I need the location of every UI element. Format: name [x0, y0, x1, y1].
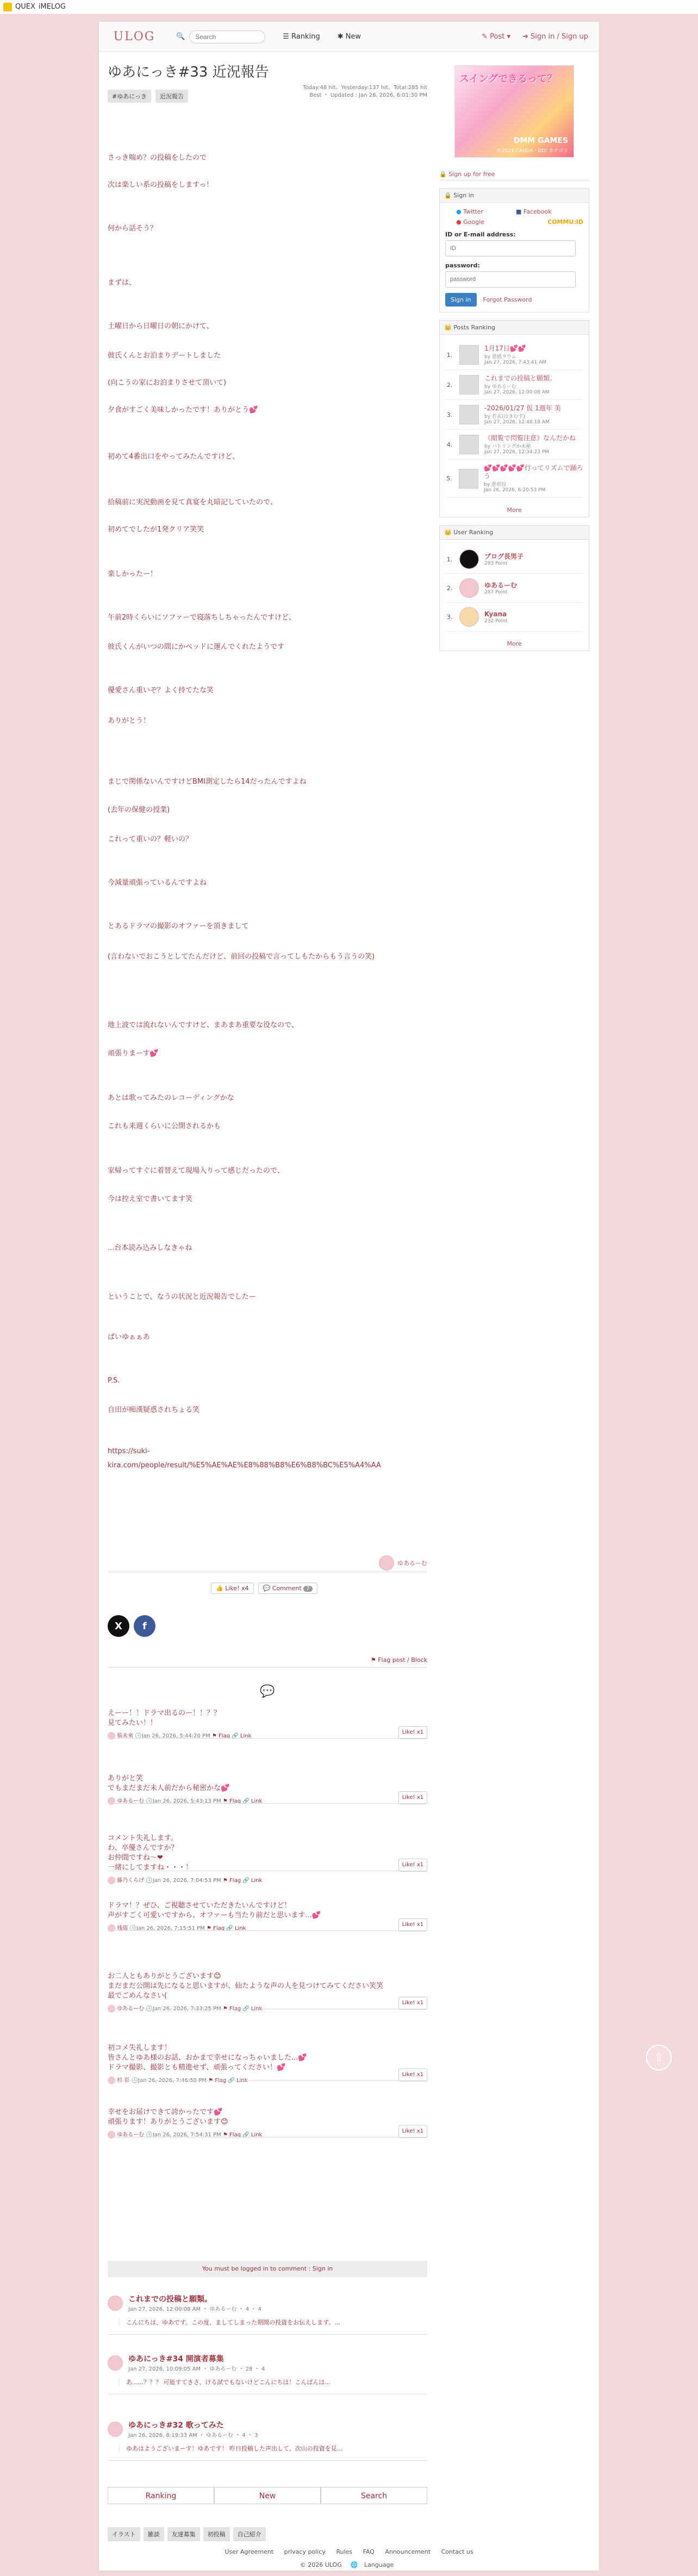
comment-text: ありがと笑 でもまだまだ未人前だから秘密かな💕: [108, 1774, 230, 1792]
user-ranking-item[interactable]: [445, 574, 583, 603]
post-line: 地上波では流れないんですけど、まあまあ重要な役なので、: [108, 1021, 298, 1029]
ranking-item[interactable]: [445, 370, 583, 400]
category-tag[interactable]: 雑談: [144, 2527, 164, 2541]
user-points: 232 Point: [484, 618, 508, 624]
commune-logo[interactable]: COMMU:ID: [547, 218, 583, 226]
social-row: [456, 208, 583, 215]
search-icon[interactable]: 🔍: [176, 33, 185, 41]
rank-number: 1.: [446, 351, 453, 359]
site-logo[interactable]: ULOG: [113, 30, 155, 43]
google-label: Google: [463, 218, 484, 226]
rank-number: 2.: [446, 584, 453, 592]
post-line: これも来週くらいに公開されるかも: [108, 1122, 221, 1130]
post-thumbnail: [459, 375, 479, 395]
comment-user[interactable]: ゆあるーむ: [117, 1798, 145, 1804]
comment-date: Jan 26, 2026, 5:44:20 PM: [141, 1733, 210, 1739]
post-line[interactable]: https://suki-: [108, 1447, 150, 1455]
user-name[interactable]: ブログ長男子: [484, 552, 524, 560]
link-link[interactable]: 🔗 Link: [242, 1798, 263, 1804]
avatar: [459, 549, 479, 569]
user-ranking-item[interactable]: [445, 603, 583, 632]
post-line: 夕食がすごく美味しかったです！ありがとう💕: [108, 406, 258, 414]
rank-number: 1.: [446, 555, 453, 563]
rank-title[interactable]: 💕💕💕💕💕行ってリズムで踊ろう: [484, 464, 583, 480]
comment-user[interactable]: 杉 彩: [117, 2078, 130, 2084]
post-line: ということで、なうの状況と近況報告でしたー: [108, 1293, 256, 1301]
rank-number: 5.: [446, 475, 452, 482]
divider: [108, 1803, 427, 1804]
signin-body: [440, 203, 589, 312]
flag-link[interactable]: ⚑ Flag: [208, 2078, 227, 2084]
bottom-search[interactable]: Search: [321, 2487, 427, 2504]
footer-link[interactable]: User Agreement: [225, 2548, 274, 2555]
nav-ranking[interactable]: ☰ Ranking: [283, 33, 320, 41]
category-tag[interactable]: 友達募集: [167, 2527, 200, 2541]
banner-sub: ©2024 CANDA・DD/ カテゴリ: [496, 148, 568, 154]
post-line[interactable]: kira.com/people/result/%E5%AE%AE%E8%88%B8%E6%B8%BC%E5%A4%AA: [108, 1461, 381, 1470]
link-link[interactable]: 🔗 Link: [226, 1925, 246, 1931]
rank-date: Jan 27, 2026, 12:48:18 AM: [484, 420, 550, 425]
post-line: 楽しかったー！: [108, 570, 158, 578]
post-thumbnail: [459, 345, 479, 365]
post-line: (向こうの家にお泊まりさせて頂いて): [108, 379, 227, 387]
comment-count: 7: [303, 1586, 312, 1592]
rank-title[interactable]: これまでの投稿と願類。: [484, 374, 557, 382]
rank-author: by 悪初包: [484, 482, 506, 487]
top-nav: [99, 22, 599, 52]
post-line: 今減量頑張っているんですよね: [108, 879, 207, 887]
user-points: 287 Point: [484, 589, 508, 595]
post-stats: Today:48 hit、Yesterday:137 hit、Total:285 hit: [302, 85, 427, 91]
post-author[interactable]: [379, 1555, 427, 1571]
divider: [108, 2460, 427, 2461]
comments-icon: 💬: [260, 1685, 275, 1698]
login-to-comment[interactable]: You must be logged in to comment : Sign in: [108, 2261, 427, 2277]
flag-post-link[interactable]: ⚑ Flag post / Block: [370, 1656, 427, 1664]
ad-banner[interactable]: [454, 65, 574, 158]
clock-icon: 🕓: [146, 1798, 153, 1804]
category-tag[interactable]: イラスト: [108, 2527, 140, 2541]
users-more[interactable]: More: [507, 640, 522, 647]
comment-user[interactable]: 悩未來: [117, 1733, 134, 1739]
flag-link[interactable]: ⚑ Flag: [222, 1798, 241, 1804]
signin-box: [439, 188, 589, 312]
posts-ranking-title-text: Posts Ranking: [453, 324, 495, 331]
post-line: (言わないでおこうとしてたんだけど、前回の投稿で言ってしもたからもう言うの笑): [108, 953, 375, 961]
related-excerpt: こんにちは、ゆあです。この度、ましてしまった期間の投資をお伝えします。...: [119, 2318, 427, 2327]
signin-actions: [445, 293, 583, 307]
post-thumbnail: [459, 435, 479, 454]
footer-link[interactable]: Announcement: [385, 2548, 431, 2555]
footer-links: [99, 2546, 599, 2559]
post-line: とあるドラマの撮影のオファーを頂きまして: [108, 922, 249, 930]
user-name[interactable]: ゆあるーむ: [484, 581, 518, 589]
user-info: [484, 582, 517, 595]
scroll-top-button[interactable]: [646, 2044, 672, 2071]
flag-link[interactable]: ⚑ Flag: [206, 1925, 225, 1931]
flag-link[interactable]: ⚑ Flag: [222, 2132, 241, 2138]
signup-link[interactable]: 🔒 Sign up for free: [439, 168, 589, 180]
facebook-share-icon[interactable]: f: [134, 1615, 155, 1637]
clock-icon: 🕓: [146, 2132, 153, 2138]
browser-brand: QUEX: [15, 3, 35, 11]
comment-user[interactable]: ゆあるーむ: [117, 2006, 145, 2012]
divider: [108, 1738, 427, 1739]
twitter-label: Twitter: [463, 208, 483, 215]
avatar: [459, 578, 479, 598]
clock-icon: 🕓: [131, 2078, 139, 2084]
signin-label: Sign in / Sign up: [531, 33, 588, 41]
signin-button[interactable]: Sign in: [445, 293, 477, 307]
twitter-login[interactable]: [456, 208, 483, 215]
post-author-name: ゆあるーむ: [397, 1560, 427, 1567]
divider: [108, 2334, 427, 2335]
x-share-icon[interactable]: X: [108, 1615, 129, 1637]
comment-meta: [108, 2076, 427, 2086]
user-ranking-item[interactable]: [445, 545, 583, 574]
copyright: © 2026 ULOG: [300, 2561, 342, 2568]
comment-item: [108, 1972, 427, 2014]
comment-text: 幸せをお届けできて誇かったです💕 頑張ります！ありがとうございます😊: [108, 2108, 228, 2126]
avatar: [108, 2422, 123, 2437]
signin-title-text: Sign in: [453, 192, 474, 199]
post-line: 土曜日から日曜日の朝にかけて、: [108, 322, 214, 330]
search-input[interactable]: [189, 30, 265, 43]
comment-button[interactable]: 💬 Comment 7: [258, 1583, 317, 1594]
flag-link[interactable]: ⚑ Flag: [222, 2006, 241, 2012]
comment-user[interactable]: 藤乃くらげ: [117, 1878, 145, 1884]
nav-right: [482, 33, 588, 41]
link-link[interactable]: 🔗 Link: [242, 2006, 263, 2012]
rank-info: [484, 464, 583, 493]
language-label: Language: [364, 2561, 394, 2568]
related-post[interactable]: [108, 2353, 427, 2394]
rank-info: [484, 345, 546, 365]
comment-like-button[interactable]: Like! x1: [398, 2068, 427, 2081]
bottom-new[interactable]: New: [214, 2487, 321, 2504]
avatar: [379, 1555, 394, 1571]
post-line: ばいゆぁぁあ: [108, 1333, 150, 1341]
post-thumbnail: [459, 469, 478, 489]
comment-user[interactable]: ゆあるーむ: [117, 2132, 145, 2138]
browser-bar: [0, 0, 698, 14]
comment-user[interactable]: 残瑞: [117, 1925, 128, 1931]
user-ranking-title-text: User Ranking: [453, 529, 494, 536]
comment-item: [108, 2108, 427, 2140]
post-line: 初めて4番出口をやってみたんですけど、: [108, 453, 240, 461]
related-title-wrap: [128, 2419, 258, 2439]
posts-ranking-title: 👑 Posts Ranking: [440, 321, 589, 335]
password-field[interactable]: [445, 271, 576, 287]
posts-more[interactable]: More: [507, 507, 522, 514]
posts-ranking: [439, 320, 589, 517]
arrow-up-icon: ⇧: [653, 2050, 664, 2065]
user-info: [484, 553, 524, 566]
user-ranking: [439, 525, 589, 651]
ranking-item[interactable]: [445, 430, 583, 460]
post-line: これって重いの？軽いの？: [108, 835, 193, 843]
related-post[interactable]: [108, 2293, 427, 2335]
flag-label: Flag post / Block: [378, 1656, 427, 1664]
post-line: 家帰ってすぐに着替えて現場入りって感じだったので、: [108, 1167, 284, 1175]
flag-link[interactable]: ⚑ Flag: [222, 1878, 241, 1884]
footer: [99, 2546, 599, 2572]
user-points: 293 Point: [484, 560, 508, 566]
related-head: [108, 2353, 427, 2372]
comment-like-button[interactable]: Like! x1: [398, 1997, 427, 2010]
post-actions: [211, 1583, 317, 1594]
comment-date: Jan 26, 2026, 5:43:13 PM: [152, 1798, 221, 1804]
rank-number: 3.: [446, 411, 453, 418]
comment-like-button[interactable]: Like! x1: [398, 1791, 427, 1804]
clock-icon: 🕓: [146, 2006, 153, 2012]
comment-text: コメント失礼します。 わ、卒優さんですか？ お仲間ですね〜❤ 一緒にしてますね・・・！: [108, 1834, 193, 1872]
comment-date: Jan 26, 2026, 7:15:51 PM: [136, 1925, 205, 1931]
post-line: 頑張りまーす💕: [108, 1049, 159, 1058]
category-tags: [108, 2527, 266, 2541]
social-row-2: [456, 218, 583, 226]
ranking-item[interactable]: [445, 340, 583, 370]
rank-number: 3.: [446, 613, 453, 621]
nav-new-label: New: [345, 33, 361, 41]
posts-ranking-list: [440, 335, 589, 503]
footer-link[interactable]: privacy policy: [284, 2548, 326, 2555]
user-name[interactable]: Kyana: [484, 610, 507, 618]
bottom-nav: [108, 2487, 427, 2504]
flag-link[interactable]: ⚑ Flag: [211, 1733, 230, 1739]
user-ranking-title: 👑 User Ranking: [440, 526, 589, 540]
post-line: 彼氏くんがいつの間にかベッドに運んでくれたようです: [108, 643, 285, 651]
id-field[interactable]: [445, 240, 576, 257]
rank-info: [484, 374, 556, 395]
banner-title: スイングできるって？: [459, 73, 557, 85]
post-line: 彼氏くんとお泊まりデートしました: [108, 352, 221, 360]
rank-title[interactable]: -2026/01/27 仮 1週年 美: [484, 404, 561, 412]
comment-date: Jan 26, 2026, 7:54:31 PM: [152, 2132, 221, 2138]
rank-number: 4.: [446, 441, 453, 448]
google-icon: ●: [456, 218, 462, 226]
divider: [108, 1667, 427, 1668]
facebook-label: Facebook: [523, 208, 552, 215]
clock-icon: 🕓: [129, 1925, 136, 1931]
comment-meta: [108, 1876, 427, 1886]
comment-item: [108, 1834, 427, 1886]
post-line: ...台本読み込みしなきゃね: [108, 1244, 192, 1252]
signin-title: 🔒 Sign in: [440, 189, 589, 203]
rank-number: 2.: [446, 381, 453, 389]
rank-info: [484, 434, 576, 455]
comment-item: [108, 1774, 427, 1806]
forgot-password-link[interactable]: Forgot Password: [483, 296, 532, 303]
link-link[interactable]: 🔗 Link: [232, 1733, 252, 1739]
related-title-wrap: [128, 2293, 261, 2312]
password-label: password:: [445, 262, 480, 269]
google-login[interactable]: [456, 218, 484, 226]
comment-like-button[interactable]: Like! x1: [398, 1726, 427, 1739]
comment-date: Jan 26, 2026, 7:33:25 PM: [152, 2006, 221, 2012]
related-meta: Jan 27, 2026, 10:09:05 AM ・ ゆあるーむ ・ 28 ・ 4: [128, 2366, 265, 2372]
post-tag[interactable]: #ゆあにっき: [108, 90, 151, 103]
comment-item: [108, 1709, 427, 1741]
related-title-wrap: [128, 2353, 265, 2372]
post-tag[interactable]: 近況報告: [155, 90, 188, 103]
post-line: 初めてでしたが1発クリア笑笑: [108, 526, 204, 534]
post-button[interactable]: ✎ Post ▾: [482, 33, 510, 41]
post-line: 拾稿前に実況動画を見て真宴を丸暗記していたので、: [108, 498, 277, 507]
nav-ranking-label: Ranking: [291, 33, 320, 41]
post-dates: Best ・ Updated : Jan 26, 2026, 6:01:30 PM: [309, 92, 427, 98]
rank-date: Jan 27, 2026, 12:34:23 PM: [484, 449, 550, 455]
rank-author: by ゆあるーむ: [484, 384, 516, 390]
ranking-item[interactable]: [445, 460, 583, 498]
facebook-icon: ■: [515, 208, 522, 215]
comment-like-button[interactable]: Like! x1: [398, 1859, 427, 1872]
related-title[interactable]: ゆあにっき#32 歌ってみた: [128, 2421, 224, 2430]
related-excerpt: ゆあはようございまーす！ゆあです！ 昨日投稿した声出して、次山の投資を見...: [119, 2444, 427, 2453]
avatar: [108, 2355, 123, 2371]
rank-date: Jan 27, 2026, 7:43:41 AM: [484, 360, 547, 365]
link-link[interactable]: 🔗 Link: [242, 2132, 263, 2138]
comment-label: Comment: [272, 1585, 302, 1592]
rank-author: by 悪感ラウム: [484, 354, 516, 360]
rank-author: by 若玄(はまむす): [484, 414, 525, 420]
comment-meta: [108, 1731, 427, 1741]
comment-meta: [108, 1924, 427, 1934]
facebook-login[interactable]: [516, 208, 552, 215]
post-line: 優愛さん重いぞ？よく持てたな笑: [108, 686, 214, 695]
related-post[interactable]: [108, 2419, 427, 2461]
sidebar: [439, 65, 589, 651]
comment-meta: [108, 2004, 427, 2014]
divider: [108, 1930, 427, 1931]
comment-date: Jan 26, 2026, 7:04:53 PM: [152, 1878, 221, 1884]
related-head: [108, 2419, 427, 2439]
post-line: ありがとう！: [108, 717, 151, 725]
id-label: ID or E-mail address:: [445, 231, 516, 238]
footer-link[interactable]: Contact us: [441, 2548, 473, 2555]
post-line: 何から話そう？: [108, 224, 158, 233]
category-tag[interactable]: 初投稿: [203, 2527, 230, 2541]
rank-author: by バトリングか未秘: [484, 444, 531, 449]
comment-text: お二人ともありがとうございます😊 まだまだ公開は先になると思いますが、仙たような声の人を見つけてみてください笑笑 最でごめんなさい(: [108, 1972, 384, 2000]
signup-label: Sign up for free: [448, 171, 495, 178]
comment-text: えーー！！ドラマ出るのー！！？？ 見てみたい！！: [108, 1709, 221, 1727]
clock-icon: 🕓: [146, 1878, 153, 1884]
related-meta: Jan 27, 2026, 12:00:08 AM ・ ゆあるーむ ・ 4 ・ 4: [128, 2306, 261, 2312]
user-info: [484, 610, 507, 624]
share-buttons: [108, 1615, 155, 1637]
rank-date: Jan 27, 2026, 12:00:08 AM: [484, 390, 550, 395]
comment-like-button[interactable]: Like! x1: [398, 1918, 427, 1931]
post-label: Post: [490, 33, 505, 41]
signin-link[interactable]: ➜ Sign in / Sign up: [522, 33, 588, 41]
user-ranking-list: [440, 540, 589, 637]
divider: [108, 2080, 427, 2081]
comment-text: 初コメ失礼します！ 皆さんとゆあ様のお話、おかまで幸せになっちゃいました...💕 ドラマ撮影、撮影とも精進せず、頑張ってください！💕: [108, 2044, 307, 2072]
comment-meta: [108, 1797, 427, 1806]
main-content: [108, 61, 427, 2538]
footer-link[interactable]: FAQ: [363, 2548, 375, 2555]
post-title: ゆあにっき#33 近況報告: [108, 64, 269, 80]
post-line: (去年の保健の授業): [108, 806, 170, 814]
clock-icon: 🕓: [135, 1733, 142, 1739]
related-meta: Jan 26, 2026, 8:19:33 AM ・ ゆあるーむ ・ 4 ・ 3: [128, 2433, 258, 2439]
post-line: 午前2時くらいにソファーで寝落ちしちゃったんですけど、: [108, 614, 296, 622]
bottom-ranking[interactable]: Ranking: [108, 2487, 214, 2504]
post-line: 今は控え室で書いてます笑: [108, 1195, 193, 1203]
nav-new[interactable]: ✱ New: [337, 33, 361, 41]
footer-link[interactable]: Rules: [336, 2548, 353, 2555]
category-tag[interactable]: 自己紹介: [233, 2527, 266, 2541]
comment-like-button[interactable]: Like! x1: [398, 2125, 427, 2138]
post-line: まずは、: [108, 279, 136, 287]
browser-site: iMELOG: [38, 3, 66, 11]
language-link[interactable]: 🌐 Language: [350, 2561, 394, 2568]
banner-brand: DMM GAMES: [513, 136, 568, 145]
avatar: [459, 607, 479, 627]
footer-copy: [99, 2559, 599, 2572]
post-line: あとは歌ってみたのレコーディングかな: [108, 1094, 234, 1102]
post-line: さっき喘め？の投稿をしたので: [108, 154, 207, 162]
comment-item: [108, 1901, 427, 1934]
site-container: [99, 22, 599, 2571]
post-line: 自田が痴漢疑惑されちょる笑: [108, 1406, 200, 1414]
post-thumbnail: [459, 405, 479, 424]
like-button[interactable]: 👍 Like! x4: [211, 1583, 254, 1594]
related-head: [108, 2293, 427, 2312]
avatar: [108, 1877, 115, 1884]
related-title[interactable]: ゆあにっき#34 開演者募集: [128, 2355, 224, 2364]
rank-info: [484, 404, 561, 425]
link-link[interactable]: 🔗 Link: [228, 2078, 248, 2084]
comment-meta: [108, 2130, 427, 2140]
ranking-item[interactable]: [445, 400, 583, 430]
avatar: [108, 2296, 123, 2311]
search: [176, 30, 265, 43]
browser-logo-icon: [3, 3, 12, 11]
like-label: Like! x4: [225, 1585, 249, 1592]
related-title[interactable]: これまでの投稿と願類。: [128, 2295, 212, 2304]
post-line: 次は楽しい系の投稿をしますっ！: [108, 181, 214, 189]
twitter-icon: ●: [456, 208, 462, 215]
post-line: P.S.: [108, 1377, 120, 1385]
post-line: まじで関係ないんですけどBMI測定したら14だったんですよね: [108, 778, 307, 786]
comment-item: [108, 2043, 427, 2086]
rank-title[interactable]: 《閲覧で閃覧注意》なんだかね: [484, 434, 576, 442]
comment-date: Jan 26, 2026, 7:46:50 PM: [138, 2078, 207, 2084]
comment-text: ドラマ！？ぜひ、ご視聴させていただきたいんですけど！ 声がすごく可愛いですから、オファーも当たり前だと思います...💕: [108, 1902, 321, 1920]
link-link[interactable]: 🔗 Link: [242, 1878, 263, 1884]
related-excerpt: あ......？？？ 可能すてきさ、ける試でもないけどこんにちは！こんばんは...: [119, 2378, 427, 2386]
rank-date: Jan 26, 2026, 6:20:53 PM: [484, 487, 546, 493]
rank-title[interactable]: 1月17日💕💕: [484, 345, 526, 352]
